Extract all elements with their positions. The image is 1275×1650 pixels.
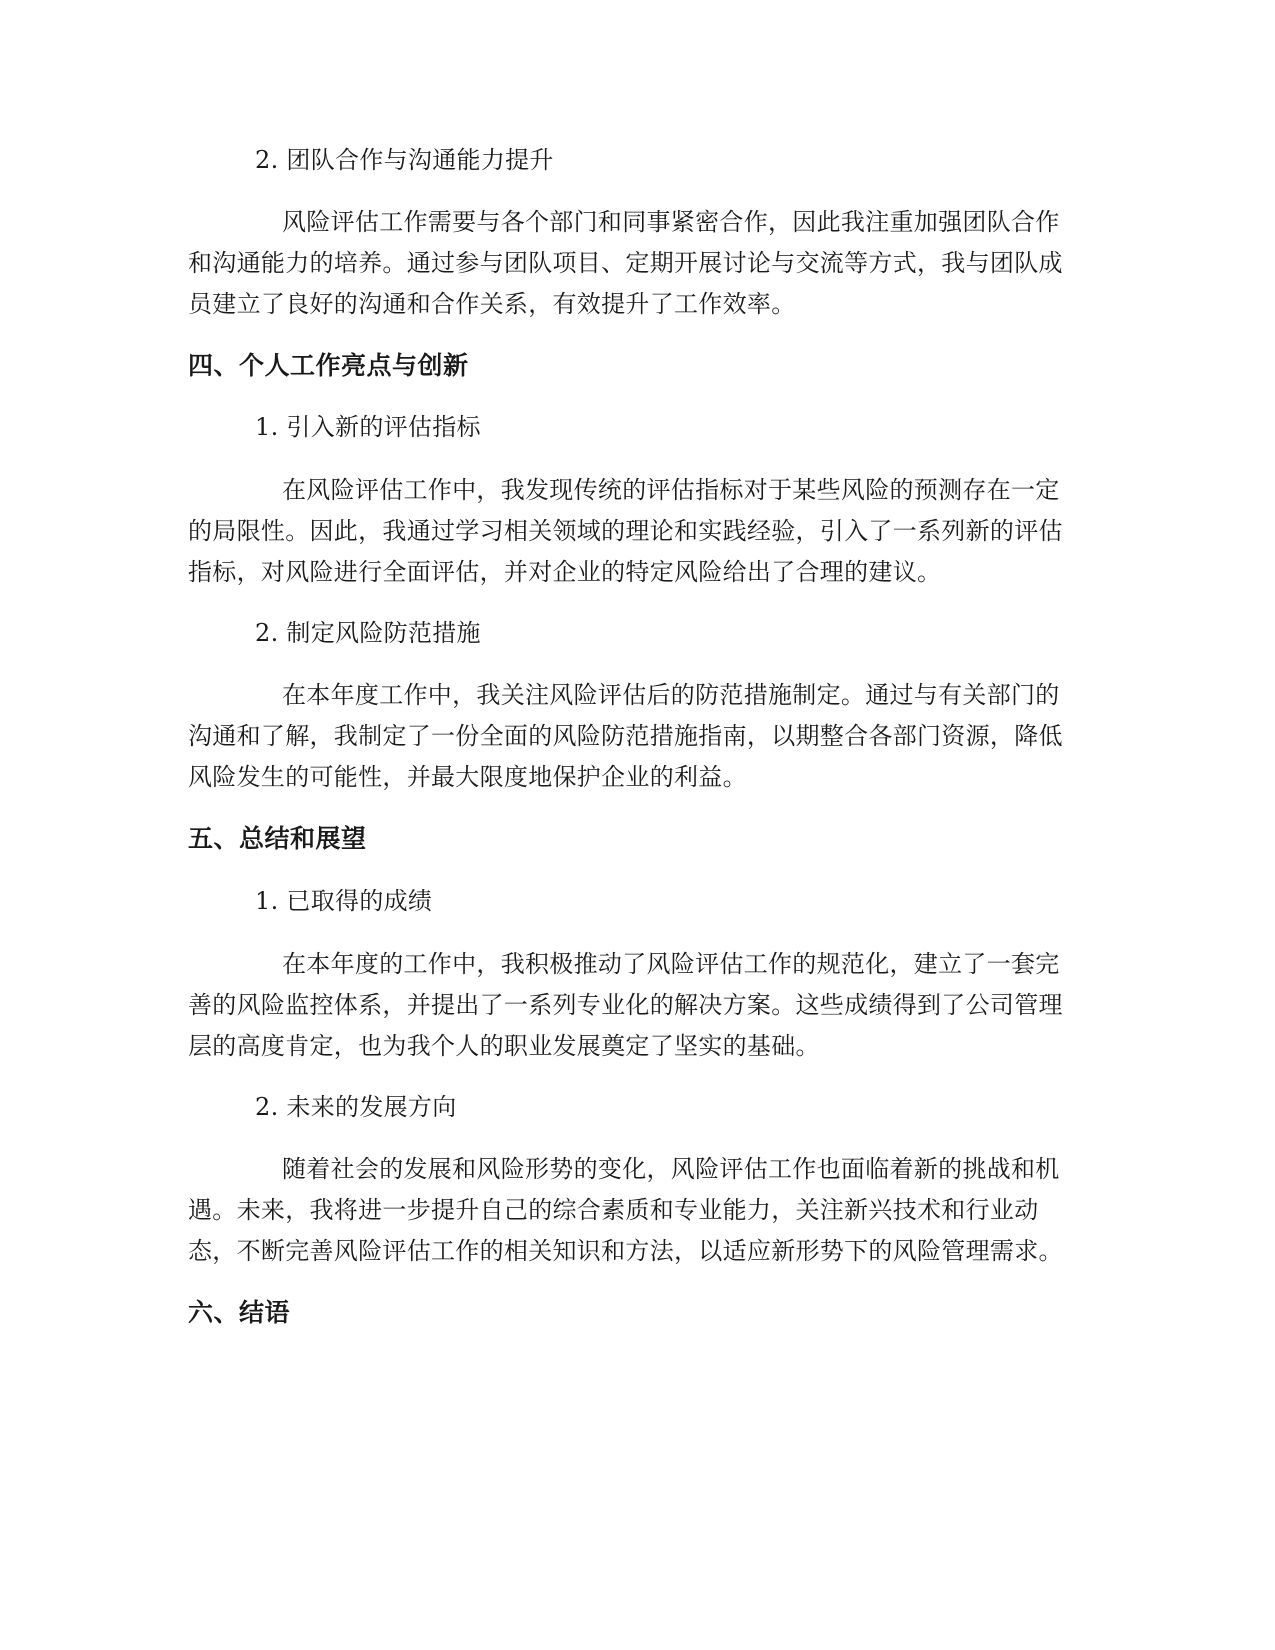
paragraph-line: 态，不断完善风险评估工作的相关知识和方法，以适应新形势下的风险管理需求。 — [188, 1237, 1063, 1265]
paragraph-line: 和沟通能力的培养。通过参与团队项目、定期开展讨论与交流等方式，我与团队成 — [188, 249, 1063, 277]
paragraph-line: 遇。未来，我将进一步提升自己的综合素质和专业能力，关注新兴技术和行业动 — [188, 1196, 1039, 1224]
paragraph-line: 在风险评估工作中，我发现传统的评估指标对于某些风险的预测存在一定 — [282, 476, 1060, 504]
paragraph-line: 在本年度工作中，我关注风险评估后的防范措施制定。通过与有关部门的 — [282, 681, 1060, 709]
paragraph-line: 善的风险监控体系，并提出了一系列专业化的解决方案。这些成绩得到了公司管理 — [188, 991, 1063, 1019]
paragraph-line: 在本年度的工作中，我积极推动了风险评估工作的规范化，建立了一套完 — [282, 950, 1060, 978]
paragraph-line: 层的高度肯定，也为我个人的职业发展奠定了坚实的基础。 — [188, 1032, 820, 1060]
subheading-teamwork: 2. 团队合作与沟通能力提升 — [255, 146, 554, 174]
section-heading-5: 五、总结和展望 — [188, 824, 367, 853]
subheading-achievements: 1. 已取得的成绩 — [255, 887, 433, 915]
subheading-risk-prevention: 2. 制定风险防范措施 — [255, 619, 481, 647]
paragraph-line: 员建立了良好的沟通和合作关系，有效提升了工作效率。 — [188, 290, 796, 318]
paragraph-line: 随着社会的发展和风险形势的变化，风险评估工作也面临着新的挑战和机 — [282, 1155, 1060, 1183]
section-heading-6: 六、结语 — [188, 1298, 291, 1327]
subheading-future-direction: 2. 未来的发展方向 — [255, 1093, 457, 1121]
paragraph-line: 的局限性。因此，我通过学习相关领域的理论和实践经验，引入了一系列新的评估 — [188, 517, 1063, 545]
paragraph-line: 沟通和了解，我制定了一份全面的风险防范措施指南，以期整合各部门资源，降低 — [188, 722, 1063, 750]
subheading-new-indicators: 1. 引入新的评估指标 — [255, 413, 481, 441]
paragraph-line: 指标，对风险进行全面评估，并对企业的特定风险给出了合理的建议。 — [188, 558, 942, 586]
paragraph-line: 风险评估工作需要与各个部门和同事紧密合作，因此我注重加强团队合作 — [282, 208, 1060, 236]
section-heading-4: 四、个人工作亮点与创新 — [188, 351, 469, 380]
paragraph-line: 风险发生的可能性，并最大限度地保护企业的利益。 — [188, 763, 747, 791]
